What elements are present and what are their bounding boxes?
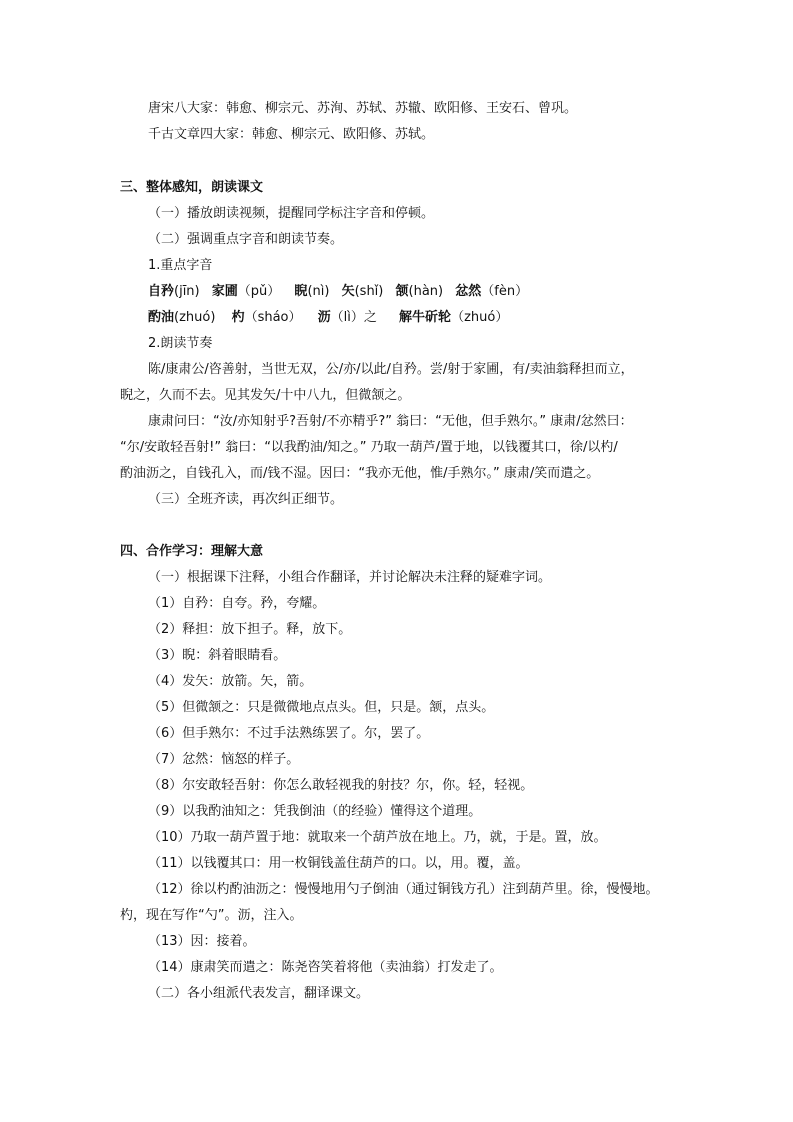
pinyin: （sháo） (244, 310, 302, 325)
note-item: （14）康肃笑而遣之：陈尧咨笑着将他（卖油翁）打发走了。 (148, 960, 503, 975)
note-item: （13）因：接着。 (148, 934, 256, 949)
pinyin: (shǐ) (354, 284, 384, 299)
section-heading: 三、整体感知，朗读课文 (120, 180, 264, 195)
key-word: 自矜 (148, 284, 175, 299)
note-item: （10）乃取一葫芦置于地：就取来一个葫芦放在地上。乃，就，于是。置，放。 (148, 830, 607, 845)
note-item: （6）但手熟尔：不过手法熟练罢了。尔，罢了。 (148, 726, 430, 741)
paragraph: （二）强调重点字音和朗读节奏。 (148, 232, 344, 247)
note-item: （9）以我酌油知之：凭我倒油（的经验）懂得这个道理。 (148, 804, 482, 819)
key-word: 酌油 (148, 310, 175, 325)
note-item: （11）以钱覆其口：用一枚铜钱盖住葫芦的口。以，用。覆，盖。 (148, 856, 529, 871)
key-word: 矢 (341, 284, 355, 299)
paragraph: （三）全班齐读，再次纠正细节。 (148, 492, 344, 507)
pronunciation-row (148, 284, 528, 300)
key-word: 家圃 (211, 284, 238, 299)
pinyin: (nì) (307, 284, 330, 299)
intro-line: 千古文章四大家：韩愈、柳宗元、欧阳修、苏轼。 (148, 127, 435, 142)
note-item: （4）发矢：放箭。矢，箭。 (148, 674, 313, 689)
rhythm-line: 康肃问曰：“汝/亦知射乎?吾射/不亦精乎?” 翁曰：“无他，但手熟尔。” 康肃/忿然曰： (148, 414, 633, 429)
note-item: （1）自矜：自夸。矜，夸耀。 (148, 596, 326, 611)
paragraph: （一）播放朗读视频，提醒同学标注字音和停顿。 (148, 206, 435, 221)
pinyin: （lì）之 (330, 310, 377, 325)
note-item: （8）尔安敢轻吾射：你怎么敢轻视我的射技？尔，你。轻，轻视。 (148, 778, 534, 793)
rhythm-line: 睨之，久而不去。见其发矢/十中八九，但微颔之。 (120, 388, 411, 403)
rhythm-line: “尔/安敢轻吾射!” 翁曰：“以我酌油/知之。” 乃取一葫芦/置于地，以钱覆其口，徐/以杓/ (120, 440, 618, 455)
pinyin: (jīn) (174, 284, 200, 299)
note-item: （12）徐以杓酌油沥之：慢慢地用勺子倒油（通过铜钱方孔）注到葫芦里。徐，慢慢地。 (148, 882, 659, 897)
rhythm-line: 陈/康肃公/咨善射，当世无双，公/亦/以此/自矜。尝/射于家圃，有/卖油翁释担而立， (148, 362, 634, 377)
intro-line: 唐宋八大家：韩愈、柳宗元、苏洵、苏轼、苏辙、欧阳修、王安石、曾巩。 (148, 101, 578, 116)
pronunciation-row (148, 310, 508, 326)
key-word: 颔 (395, 284, 409, 299)
key-word: 忿然 (455, 284, 482, 299)
note-item: （2）释担：放下担子。释，放下。 (148, 622, 352, 637)
note-item-continued: 杓，现在写作“勺”。沥，注入。 (120, 908, 303, 923)
rhythm-line: 酌油沥之，自钱孔入，而/钱不湿。因曰：“我亦无他，惟/手熟尔。” 康肃/笑而遣之。 (120, 466, 600, 481)
paragraph: （一）根据课下注释，小组合作翻译，并讨论解决未注释的疑难字词。 (148, 570, 552, 585)
sub-heading: 1.重点字音 (148, 258, 213, 273)
pinyin: （fèn） (481, 284, 529, 299)
pinyin: （pǔ） (237, 284, 281, 299)
key-word: 沥 (317, 310, 331, 325)
note-item: （3）睨：斜着眼睛看。 (148, 648, 287, 663)
pinyin: (zhuó) (174, 310, 216, 325)
pinyin: （zhuó） (451, 310, 509, 325)
pinyin: (hàn) (408, 284, 444, 299)
note-item: （5）但微颔之：只是微微地点点头。但，只是。颔，点头。 (148, 700, 495, 715)
sub-heading: 2.朗读节奏 (148, 336, 213, 351)
note-item: （7）忿然：恼怒的样子。 (148, 752, 300, 767)
key-word: 杓 (231, 310, 245, 325)
paragraph: （二）各小组派代表发言，翻译课文。 (148, 986, 370, 1001)
key-word: 解牛斫轮 (399, 310, 452, 325)
section-heading: 四、合作学习：理解大意 (120, 544, 264, 559)
key-word: 睨 (294, 284, 308, 299)
